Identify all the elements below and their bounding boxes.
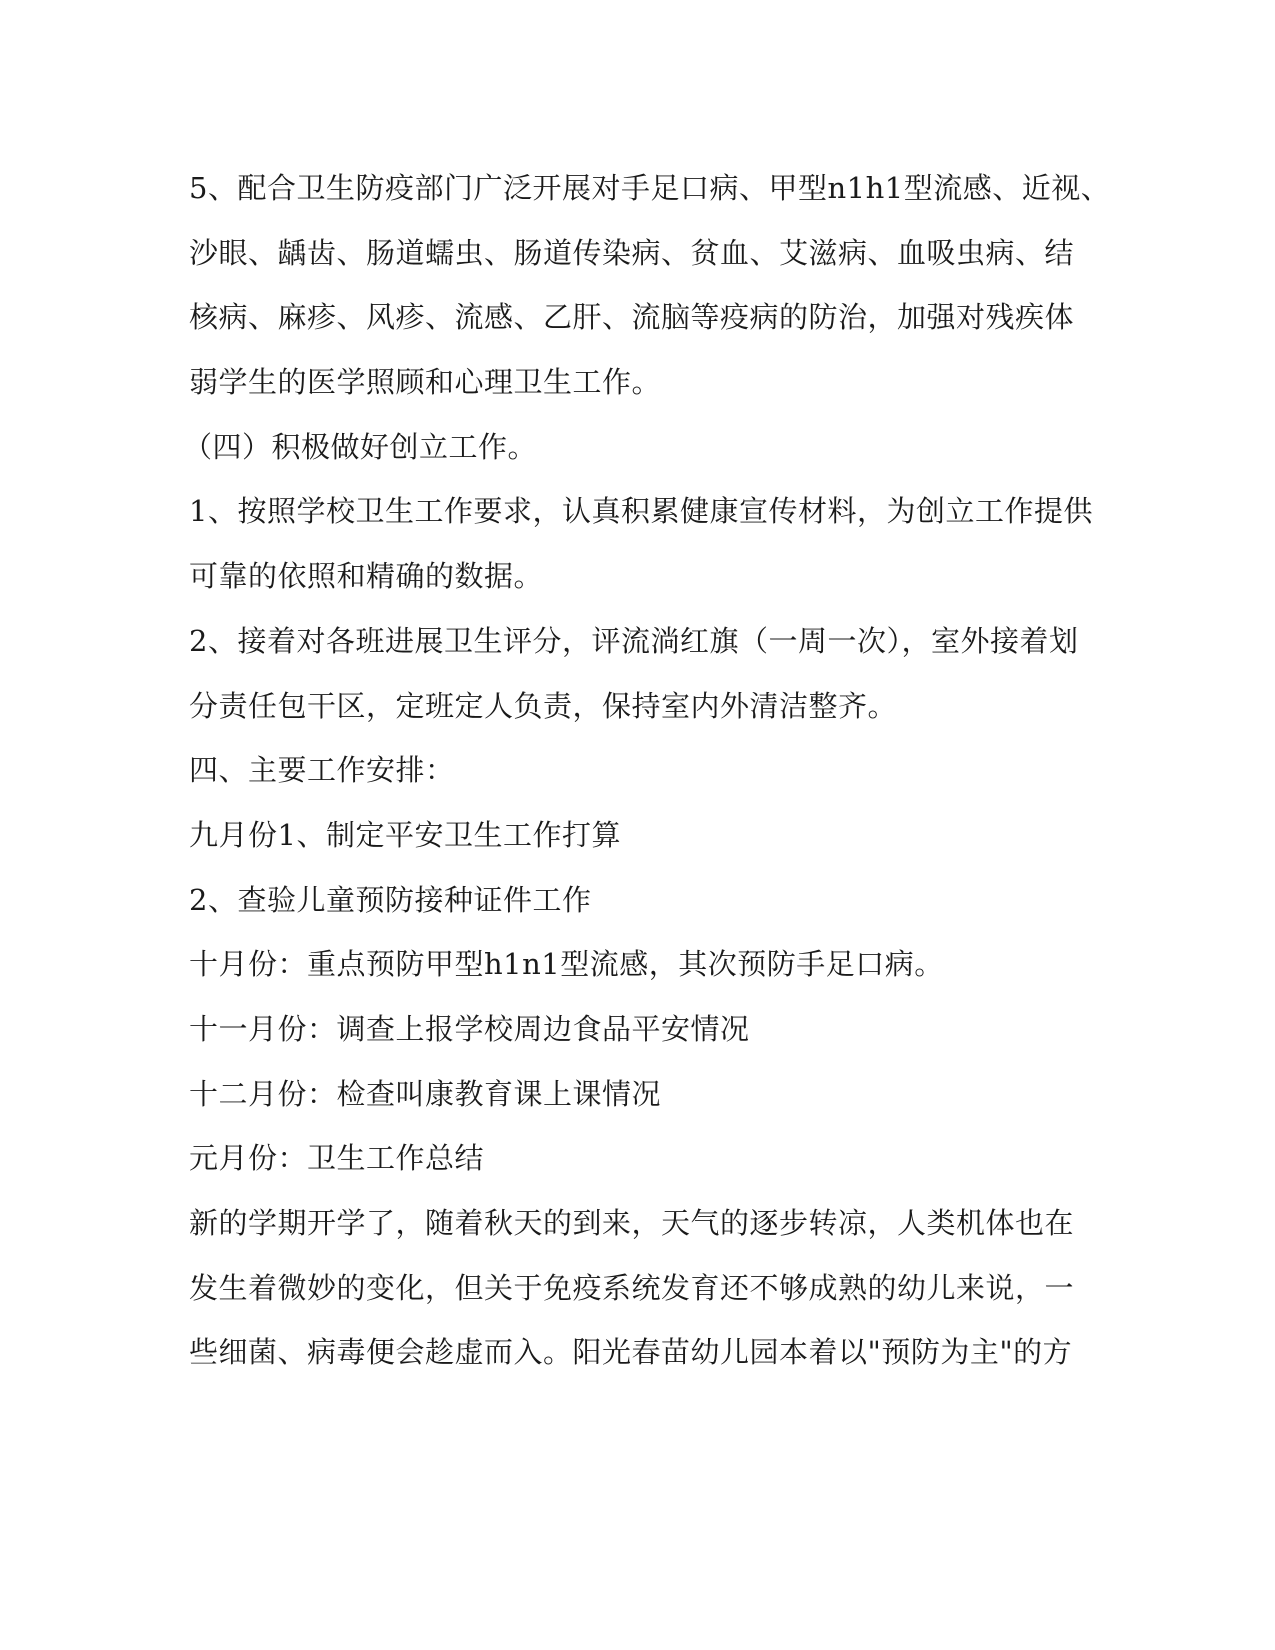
section-heading-4: （四）积极做好创立工作。 [183, 429, 538, 464]
plan-september-2: 2、查验儿童预防接种证件工作 [189, 882, 592, 917]
text-line-19: 些细菌、病毒便会趁虚而入。阳光春苗幼儿园本着以"预防为主"的方 [189, 1335, 1073, 1370]
text-line-4: 弱学生的医学照顾和心理卫生工作。 [189, 365, 662, 400]
plan-september: 九月份1、制定平安卫生工作打算 [189, 817, 621, 852]
text-line-9: 分责任包干区，定班定人负责，保持室内外清洁整齐。 [189, 688, 898, 723]
plan-october: 十月份：重点预防甲型h1n1型流感，其次预防手足口病。 [189, 947, 944, 982]
section-heading-work-plan: 四、主要工作安排： [189, 753, 455, 788]
text-line-1: 5、配合卫生防疫部门广泛开展对手足口病、甲型n1h1型流感、近视、 [189, 171, 1111, 205]
text-line-7: 可靠的依照和精确的数据。 [189, 559, 544, 594]
document-body [183, 156, 1111, 1385]
plan-january: 元月份：卫生工作总结 [189, 1141, 485, 1176]
text-line-8: 2、接着对各班进展卫生评分，评流淌红旗（一周一次），室外接着划 [189, 623, 1079, 658]
text-line-6: 1、按照学校卫生工作要求，认真积累健康宣传材料，为创立工作提供 [189, 494, 1093, 529]
plan-december: 十二月份：检查叫康教育课上课情况 [189, 1076, 662, 1111]
text-line-18: 发生着微妙的变化，但关于免疫系统发育还不够成熟的幼儿来说，一 [189, 1270, 1075, 1305]
text-line-17: 新的学期开学了，随着秋天的到来，天气的逐步转凉，人类机体也在 [189, 1206, 1075, 1240]
text-line-2: 沙眼、龋齿、肠道蠕虫、肠道传染病、贫血、艾滋病、血吸虫病、结 [189, 235, 1075, 270]
text-line-3: 核病、麻疹、风疹、流感、乙肝、流脑等疫病的防治，加强对残疾体 [189, 300, 1075, 335]
plan-november: 十一月份：调查上报学校周边食品平安情况 [189, 1011, 750, 1046]
